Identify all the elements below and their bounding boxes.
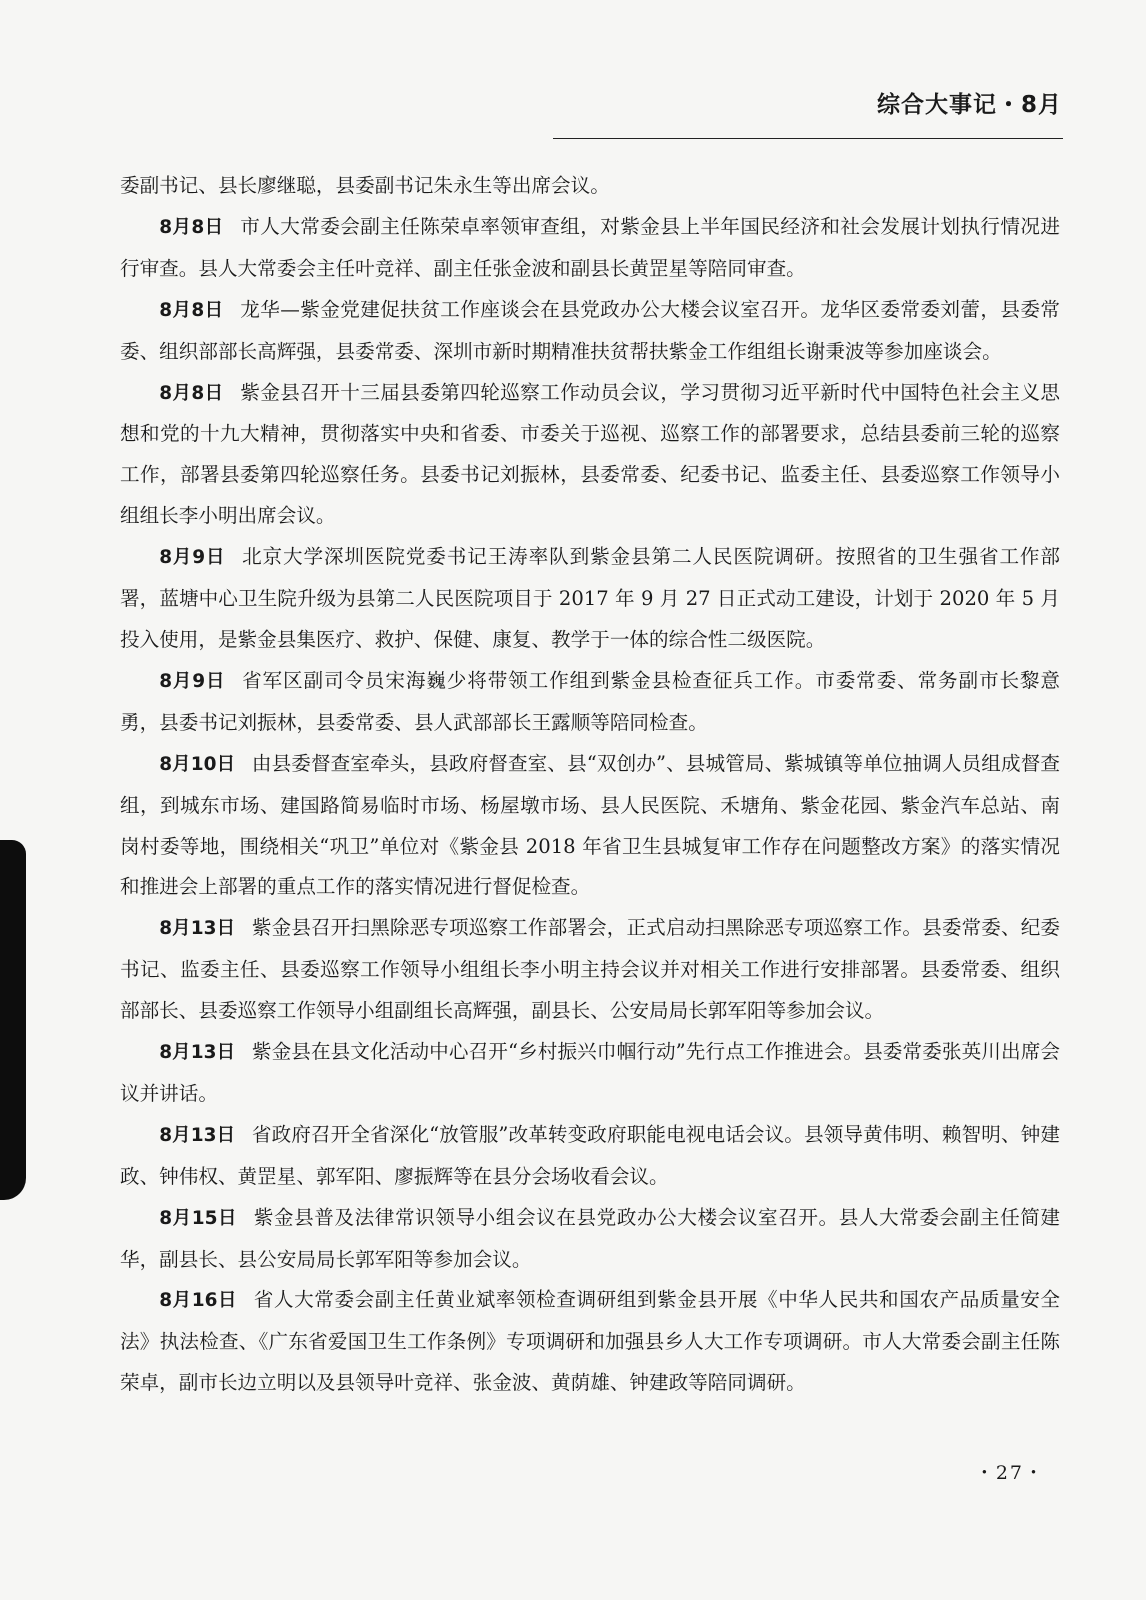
entry — [120, 290, 1060, 373]
page-number: ・27・ — [974, 1462, 1045, 1484]
entry-date: 8月8日 — [159, 382, 224, 404]
entry — [120, 1198, 1060, 1281]
scan-edge-shadow — [0, 840, 26, 1200]
entry-date: 8月16日 — [159, 1290, 238, 1312]
entry-text: 市人大常委会副主任陈荣卓率领审查组，对紫金县上半年国民经济和社会发展计划执行情况进行审查。县人大常委会主任叶竞祥、副主任张金波和副县长黄罡星等陪同审查。 — [120, 214, 1060, 280]
entry — [120, 1032, 1060, 1115]
entry-text: 由县委督查室牵头，县政府督查室、县“双创办”、县城管局、紫城镇等单位抽调人员组成督查组，到城东市场、建国路简易临时市场、杨屋墩市场、县人民医院、禾塘角、紫金花园、紫金汽车总站、南岗村委等地，围绕相关“巩卫”单位对《紫金县 2018 年省卫生县城复审工作存在问题整改方案》的落实情况和推进会上部署的重点工作的落实情况进行督促检查。 — [120, 751, 1060, 899]
entry-date: 8月15日 — [159, 1207, 238, 1229]
entry-date: 8月13日 — [159, 1042, 236, 1064]
entry-text: 省人大常委会副主任黄业斌率领检查调研组到紫金县开展《中华人民共和国农产品质量安全法》执法检查、《广东省爱国卫生工作条例》专项调研和加强县乡人大工作专项调研。市人大常委会副主任陈荣卓，副市长边立明以及县领导叶竞祥、张金波、黄荫雄、钟建政等陪同调研。 — [120, 1288, 1061, 1395]
entry-text: 紫金县召开十三届县委第四轮巡察工作动员会议，学习贯彻习近平新时代中国特色社会主义思想和党的十九大精神，贯彻落实中央和省委、市委关于巡视、巡察工作的部署要求，总结县委前三轮的巡察工作，部署县委第四轮巡察任务。县委书记刘振林，县委常委、纪委书记、监委主任、县委巡察工作领导小组组长李小明出席会议。 — [120, 380, 1060, 528]
entry-date: 8月9日 — [159, 670, 226, 692]
entry-date: 8月8日 — [159, 299, 224, 321]
header-rule — [553, 138, 1063, 139]
entry-date: 8月8日 — [159, 216, 224, 238]
entry-text: 龙华—紫金党建促扶贫工作座谈会在县党政办公大楼会议室召开。龙华区委常委刘蕾，县委常委、组织部部长高辉强，县委常委、深圳市新时期精准扶贫帮扶紫金工作组组长谢秉波等参加座谈会。 — [120, 297, 1060, 363]
entry-text: 紫金县普及法律常识领导小组会议在县党政办公大楼会议室召开。县人大常委会副主任简建华，副县长、县公安局局长郭军阳等参加会议。 — [120, 1205, 1061, 1271]
entry — [120, 1280, 1060, 1404]
entry-text: 紫金县召开扫黑除恶专项巡察工作部署会，正式启动扫黑除恶专项巡察工作。县委常委、纪委书记、监委主任、县委巡察工作领导小组组长李小明主持会议并对相关工作进行安排部署。县委常委、组织部部长、县委巡察工作领导小组副组长高辉强，副县长、公安局局长郭军阳等参加会议。 — [120, 916, 1060, 1023]
entry-text: 北京大学深圳医院党委书记王涛率队到紫金县第二人民医院调研。按照省的卫生强省工作部署，蓝塘中心卫生院升级为县第二人民医院项目于 2017 年 9 月 27 日正式动工建设，计划于 2020 年 5 月投入使用，是紫金县集医疗、救护、保健、康复、教学于一体的综合性二级医院。 — [120, 545, 1060, 651]
entry — [120, 1115, 1060, 1198]
entry — [120, 373, 1060, 538]
entry-text: 省军区副司令员宋海巍少将带领工作组到紫金县检查征兵工作。市委常委、常务副市长黎意勇，县委书记刘振林，县委常委、县人武部部长王露顺等陪同检查。 — [120, 668, 1060, 734]
entry — [120, 908, 1060, 1032]
entry-date: 8月9日 — [159, 547, 226, 569]
entry — [120, 661, 1060, 744]
entry-date: 8月13日 — [159, 918, 236, 940]
section-header: 综合大事记・8月 — [876, 92, 1062, 118]
chronicle-body — [120, 166, 1060, 1404]
entry — [120, 744, 1060, 909]
entry-text: 紫金县在县文化活动中心召开“乡村振兴巾帼行动”先行点工作推进会。县委常委张英川出席会议并讲话。 — [120, 1040, 1060, 1105]
entry — [120, 537, 1060, 661]
entry-text: 省政府召开全省深化“放管服”改革转变政府职能电视电话会议。县领导黄伟明、赖智明、钟建政、钟伟权、黄罡星、郭军阳、廖振辉等在县分会场收看会议。 — [120, 1122, 1060, 1188]
entry-date: 8月13日 — [159, 1124, 236, 1146]
intro-continuation: 委副书记、县长廖继聪，县委副书记朱永生等出席会议。 — [120, 174, 610, 197]
entry-date: 8月10日 — [159, 753, 236, 775]
entry — [120, 207, 1060, 290]
